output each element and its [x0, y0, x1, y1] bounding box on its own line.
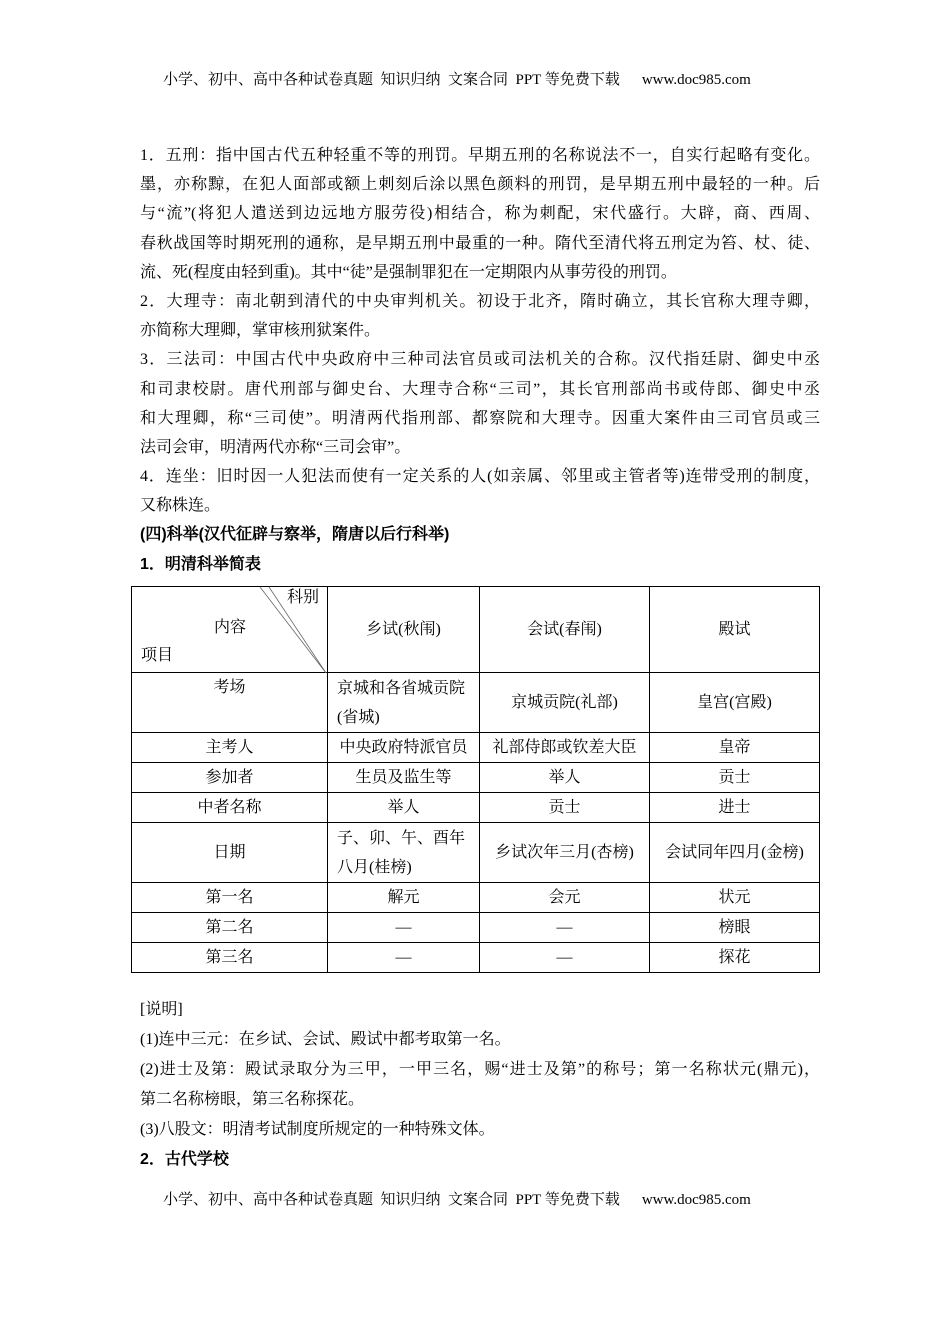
footer-text: 小学、初中、高中各种试卷真题 知识归纳 文案合同 PPT 等免费下载 [163, 1192, 620, 1208]
corner-label-category: 科别 [286, 589, 319, 606]
corner-cell [132, 587, 328, 673]
table-row [132, 883, 820, 913]
row-label: 第一名 [132, 883, 328, 913]
corner-label-item: 项目 [141, 647, 174, 664]
page-footer [163, 1190, 883, 1210]
table-cell: 皇帝 [650, 733, 820, 763]
note-item-continued: 第二名称榜眼，第三名称探花。 [140, 1091, 365, 1108]
table-cell: 乡试次年三月(杏榜) [480, 823, 650, 883]
text-line: 法司会审，明清两代亦称“三司会审”。 [140, 438, 411, 456]
table-cell: 会试同年四月(金榜) [650, 823, 820, 883]
row-label: 日期 [132, 823, 328, 883]
table-cell: 举人 [328, 793, 480, 823]
row-label: 参加者 [132, 763, 328, 793]
text-line: 墨，亦称黥，在犯人面部或额上刺刻后涂以黑色颜料的刑罚，是早期五刑中最轻的一种。后 [140, 176, 820, 194]
table-title: 1．明清科举简表 [140, 555, 261, 573]
table-cell: 举人 [480, 763, 650, 793]
term-lianzuo [140, 462, 820, 520]
keju-table-wrapper [131, 586, 820, 973]
table-cell: — [480, 913, 650, 943]
text-line: 和大理卿，称“三司使”。明清两代指刑部、都察院和大理寺。因重大案件由三司官员或三 [140, 409, 820, 427]
body-text [140, 141, 820, 579]
column-header: 乡试(秋闱) [328, 587, 480, 673]
table-cell: — [328, 943, 480, 973]
table-cell: 解元 [328, 883, 480, 913]
table-cell: 生员及监生等 [328, 763, 480, 793]
table-cell: — [480, 943, 650, 973]
text-line: 3．三法司：中国古代中央政府中三种司法官员或司法机关的合称。汉代指廷尉、御史中丞 [140, 351, 820, 369]
note-item: (1)连中三元：在乡试、会试、殿试中都考取第一名。 [140, 1031, 511, 1048]
text-line: 亦简称大理卿，掌审核刑狱案件。 [140, 322, 381, 340]
next-heading: 2．古代学校 [140, 1151, 229, 1168]
column-header: 殿试 [650, 587, 820, 673]
section-heading: (四)科举(汉代征辟与察举，隋唐以后行科举) [140, 526, 450, 544]
table-cell: 贡士 [650, 763, 820, 793]
term-sanfasi [140, 345, 820, 462]
table-row [132, 943, 820, 973]
text-line: 与“流”(将犯人遣送到边远地方服劳役)相结合，称为刺配，宋代盛行。大辟，商、西周、 [140, 205, 820, 223]
corner-label-content: 内容 [214, 619, 247, 636]
keju-table [131, 586, 820, 973]
column-header: 会试(春闱) [480, 587, 650, 673]
table-cell: 礼部侍郎或钦差大臣 [480, 733, 650, 763]
table-cell: 贡士 [480, 793, 650, 823]
table-cell: 探花 [650, 943, 820, 973]
table-cell: 京城贡院(礼部) [480, 673, 650, 733]
table-cell: 状元 [650, 883, 820, 913]
text-line: 流、死(程度由轻到重)。其中“徒”是强制罪犯在一定期限内从事劳役的刑罚。 [140, 263, 677, 281]
table-row [132, 793, 820, 823]
table-row [132, 763, 820, 793]
term-wuxing [140, 141, 820, 287]
table-cell: 子、卯、午、酉年八月(桂榜) [328, 823, 480, 883]
table-row [132, 823, 820, 883]
row-label: 第三名 [132, 943, 328, 973]
note-item: (3)八股文：明清考试制度所规定的一种特殊文体。 [140, 1121, 495, 1138]
table-row [132, 733, 820, 763]
table-cell: 中央政府特派官员 [328, 733, 480, 763]
row-label: 第二名 [132, 913, 328, 943]
text-line: 1．五刑：指中国古代五种轻重不等的刑罚。早期五刑的名称说法不一，自实行起略有变化。 [140, 147, 820, 164]
table-row [132, 913, 820, 943]
table-cell: 会元 [480, 883, 650, 913]
table-cell: 进士 [650, 793, 820, 823]
term-dalisi [140, 287, 820, 345]
row-label: 主考人 [132, 733, 328, 763]
table-cell: — [328, 913, 480, 943]
text-line: 春秋战国等时期死刑的通称，是早期五刑中最重的一种。隋代至清代将五刑定为笞、杖、徒、 [140, 234, 820, 252]
text-line: 4．连坐：旧时因一人犯法而使有一定关系的人(如亲属、邻里或主管者等)连带受刑的制度， [140, 468, 820, 486]
note-item: (2)进士及第：殿试录取分为三甲，一甲三名，赐“进士及第”的称号；第一名称状元(鼎元)， [140, 1061, 820, 1078]
footer-site: www.doc985.com [641, 1192, 751, 1208]
row-label: 考场 [132, 673, 328, 733]
text-line: 和司隶校尉。唐代刑部与御史台、大理寺合称“三司”，其长官刑部尚书或侍郎、御史中丞 [140, 380, 820, 398]
table-cell: 皇宫(宫殿) [650, 673, 820, 733]
header-site: www.doc985.com [641, 72, 751, 88]
table-row [132, 673, 820, 733]
table-header-row [132, 587, 820, 673]
header-text: 小学、初中、高中各种试卷真题 知识归纳 文案合同 PPT 等免费下载 [163, 72, 620, 88]
text-line: 又称株连。 [140, 497, 221, 515]
table-cell: 榜眼 [650, 913, 820, 943]
notes-section [140, 995, 820, 1175]
row-label: 中者名称 [132, 793, 328, 823]
table-cell: 京城和各省城贡院(省城) [328, 673, 480, 733]
text-line: 2．大理寺：南北朝到清代的中央审判机关。初设于北齐，隋时确立，其长官称大理寺卿， [140, 292, 820, 310]
page-header [163, 70, 883, 90]
notes-label: [说明] [140, 1001, 183, 1018]
